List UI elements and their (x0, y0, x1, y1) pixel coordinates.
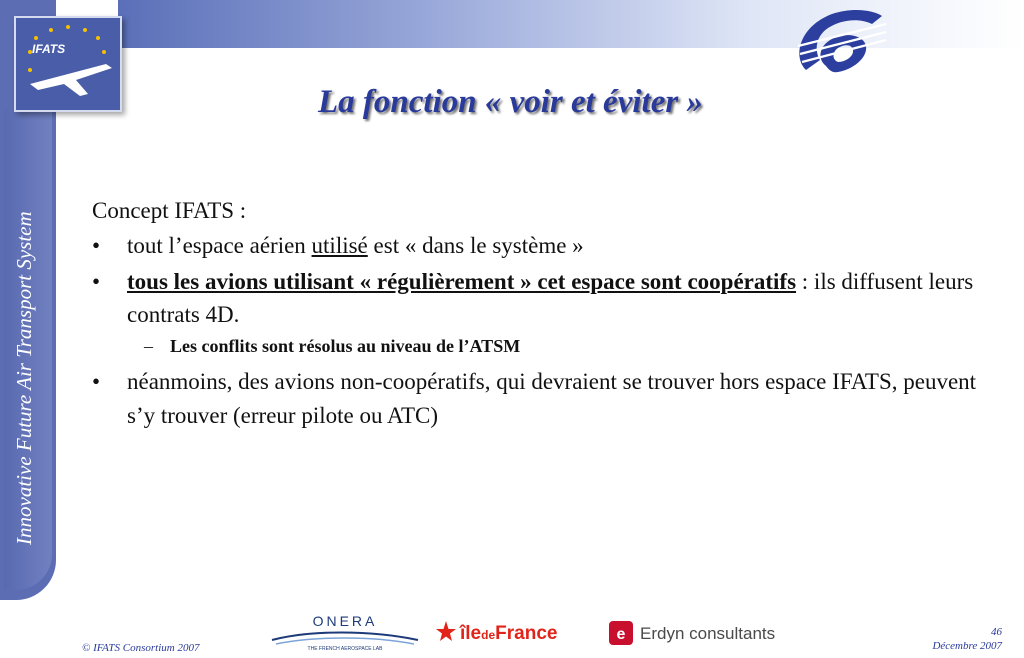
sub-bullet-item (136, 333, 992, 359)
star-icon (436, 621, 456, 641)
slide-title: La fonction « voir et éviter » (318, 84, 703, 120)
intro-line: Concept IFATS : (92, 198, 247, 223)
bullet-glyph: • (92, 268, 101, 294)
logo-text: IFATS (32, 42, 66, 56)
slide-body (92, 194, 992, 434)
iledefrance-logo (434, 618, 594, 648)
dash-glyph: – (144, 336, 153, 357)
bullet-item (92, 229, 992, 262)
svg-text:îledeFrance (459, 623, 557, 644)
france-text: France (495, 623, 558, 644)
bullet-glyph: • (92, 233, 101, 259)
underlined-word: utilisé (311, 233, 368, 259)
airplane-icon (16, 18, 120, 110)
onera-logo (270, 612, 420, 652)
footer-copyright: © IFATS Consortium 2007 (82, 642, 200, 654)
de-text: de (481, 628, 496, 642)
side-label: Innovative Future Air Transport System (12, 211, 36, 545)
ile-text: île (460, 623, 482, 644)
onera-subtext: THE FRENCH AEROSPACE LAB (307, 646, 383, 652)
fp6-logo (786, 6, 890, 82)
bullet-text-tail: : ils diffusent leurs contrats 4D. (127, 268, 974, 328)
svg-text:e: e (616, 626, 626, 643)
onera-text: ONERA (312, 613, 378, 629)
erdyn-logo (608, 618, 808, 648)
footer-date: Décembre 2007 (932, 639, 1002, 652)
bullet-text: tout l’espace aérien (127, 233, 312, 259)
ifats-logo (14, 16, 122, 112)
bold-underlined-text: tous les avions utilisant « régulièrement » cet espace sont coopératifs (127, 268, 797, 294)
bullet-text-tail: est « dans le système » (367, 233, 584, 259)
page-number: 46 (991, 626, 1002, 638)
bullet-item (92, 365, 992, 432)
bullet-item (92, 265, 992, 332)
sub-bullet-text: Les conflits sont résolus au niveau de l’ATSM (170, 336, 521, 357)
bullet-glyph: • (92, 369, 101, 395)
bullet-text: néanmoins, des avions non-coopératifs, qui devraient se trouver hors espace IFATS, peuvent s’y trouver (erreur pilote ou ATC) (127, 369, 977, 428)
erdyn-text: Erdyn consultants (640, 624, 776, 643)
footer-info (932, 626, 1002, 654)
